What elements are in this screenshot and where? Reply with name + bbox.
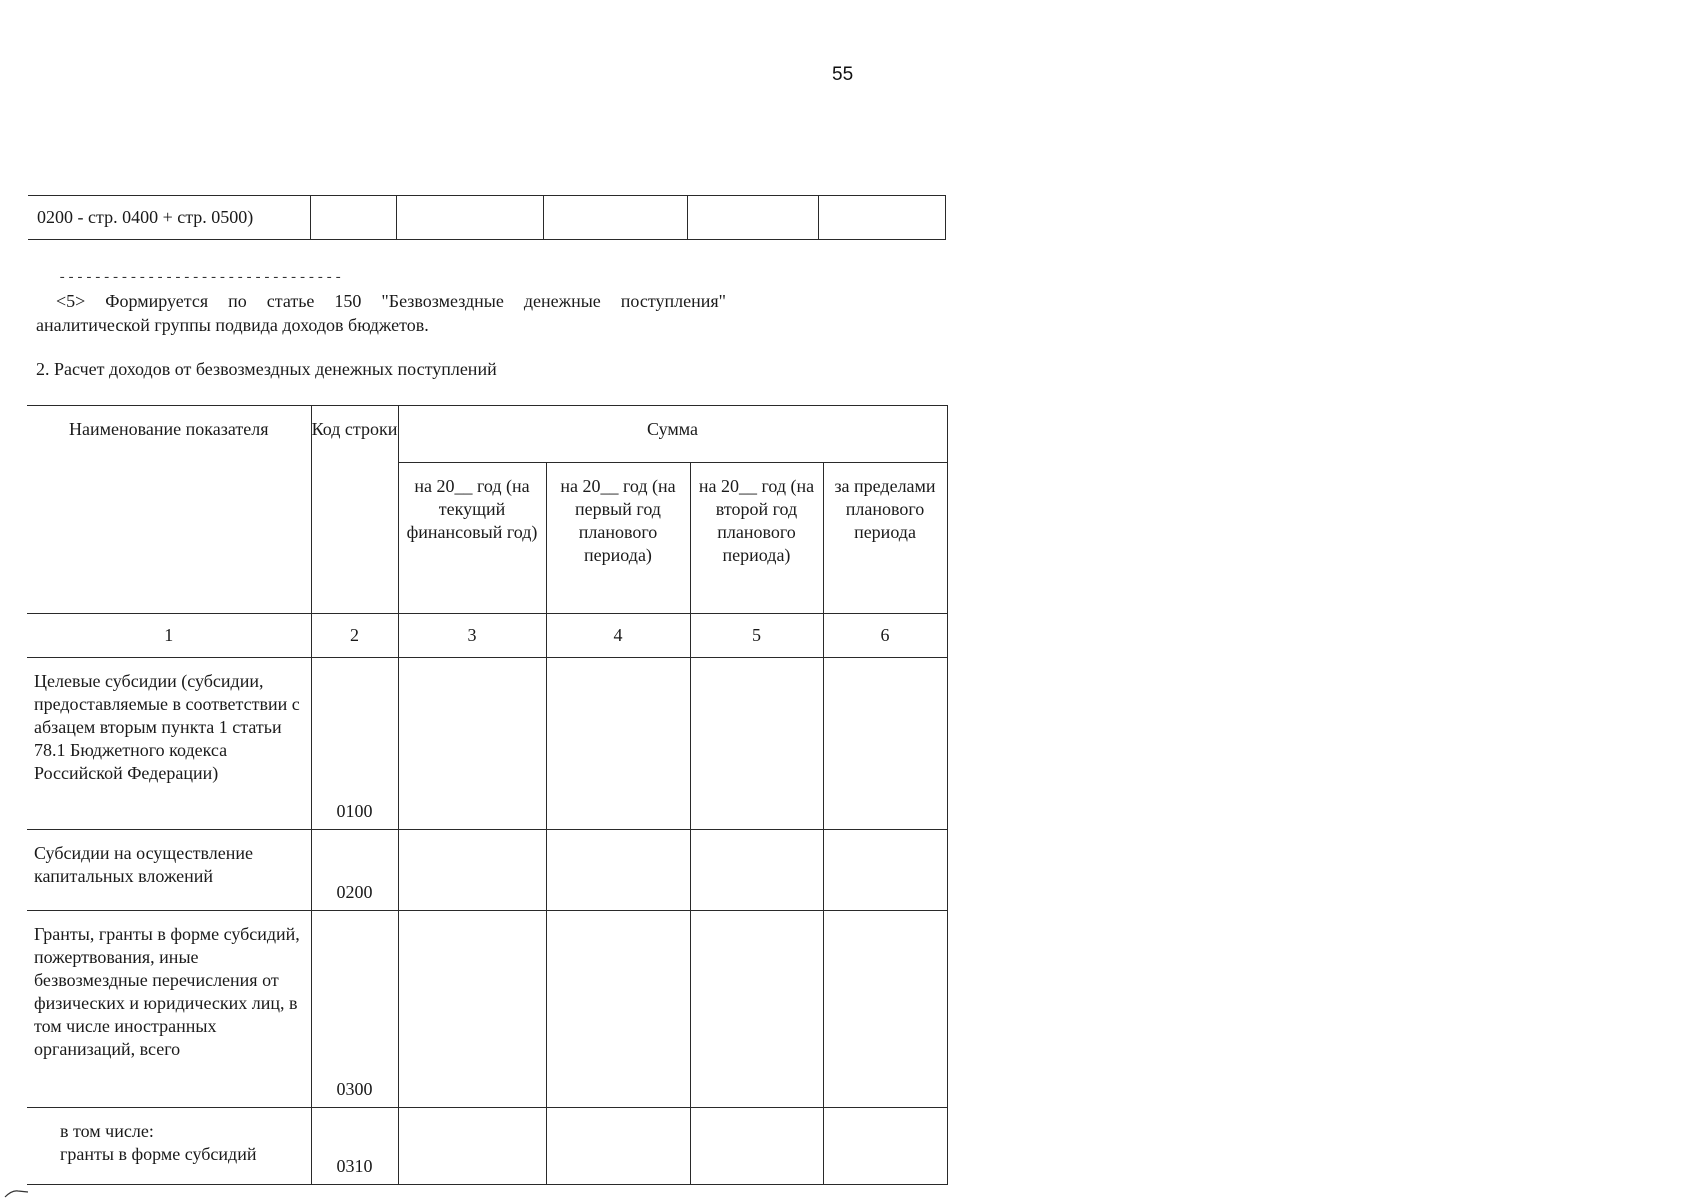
- income-table: [27, 405, 948, 1185]
- row-code: 0100: [311, 658, 398, 830]
- value-cell: [546, 911, 690, 1108]
- table-row: [27, 1108, 947, 1185]
- footnote: [36, 289, 726, 337]
- value-cell: [546, 658, 690, 830]
- header-col-3: на 20__ год (на текущий финансовый год): [398, 463, 546, 614]
- header-code: [311, 406, 398, 614]
- footnote-line-2: аналитической группы подвида доходов бюджетов.: [36, 315, 429, 335]
- empty-cell: [818, 196, 945, 240]
- value-cell: [690, 1108, 823, 1185]
- header-sum: Сумма: [398, 406, 947, 463]
- header-name-text: Наименование показателя: [69, 419, 269, 439]
- column-number: 2: [311, 614, 398, 658]
- table-header-row: [27, 406, 947, 463]
- value-cell: [546, 830, 690, 911]
- row-name-prefix: в том числе:: [60, 1121, 154, 1141]
- value-cell: [823, 1108, 947, 1185]
- empty-cell: [310, 196, 396, 240]
- page-number: 55: [832, 64, 854, 85]
- header-col-5: на 20__ год (на второй год планового периода): [690, 463, 823, 614]
- footnote-separator: --------------------------------: [58, 270, 343, 286]
- row-name: Субсидии на осуществление капитальных вложений: [27, 830, 311, 911]
- table-row: [27, 911, 947, 1108]
- value-cell: [823, 911, 947, 1108]
- header-col-6: за пределами планового периода: [823, 463, 947, 614]
- column-number: 6: [823, 614, 947, 658]
- empty-cell: [543, 196, 687, 240]
- row-name: Гранты, гранты в форме субсидий, пожертвования, иные безвозмездные перечисления от физических и юридических лиц, в том числе иностранных организаций, всего: [27, 911, 311, 1108]
- value-cell: [690, 911, 823, 1108]
- row-name: [27, 1108, 311, 1185]
- column-number: 5: [690, 614, 823, 658]
- column-number: 1: [27, 614, 311, 658]
- value-cell: [823, 658, 947, 830]
- row-code: 0300: [311, 911, 398, 1108]
- section-title: 2. Расчет доходов от безвозмездных денежных поступлений: [36, 359, 497, 379]
- pen-mark-icon: [4, 1188, 30, 1198]
- table-row: [28, 196, 945, 240]
- table-row: [27, 830, 947, 911]
- continuation-table: [28, 195, 946, 240]
- header-code-text: Код строки: [311, 419, 398, 439]
- row-name: Целевые субсидии (субсидии, предоставляемые в соответствии с абзацем вторым пункта 1 статьи 78.1 Бюджетного кодекса Российской Федерации): [27, 658, 311, 830]
- header-col-4: на 20__ год (на первый год планового периода): [546, 463, 690, 614]
- value-cell: [690, 830, 823, 911]
- column-number-row: [27, 614, 947, 658]
- value-cell: [398, 658, 546, 830]
- row-code: 0200: [311, 830, 398, 911]
- row-name-text: гранты в форме субсидий: [60, 1144, 257, 1164]
- header-name: [27, 406, 311, 614]
- value-cell: [823, 830, 947, 911]
- value-cell: [690, 658, 823, 830]
- value-cell: [546, 1108, 690, 1185]
- footnote-line-1: <5> Формируется по статье 150 "Безвозмездные денежные поступления": [56, 291, 726, 311]
- empty-cell: [687, 196, 818, 240]
- continuation-row-text: 0200 - стр. 0400 + стр. 0500): [28, 196, 310, 240]
- column-number: 4: [546, 614, 690, 658]
- value-cell: [398, 830, 546, 911]
- column-number: 3: [398, 614, 546, 658]
- table-row: [27, 658, 947, 830]
- empty-cell: [396, 196, 543, 240]
- value-cell: [398, 1108, 546, 1185]
- value-cell: [398, 911, 546, 1108]
- row-code: 0310: [311, 1108, 398, 1185]
